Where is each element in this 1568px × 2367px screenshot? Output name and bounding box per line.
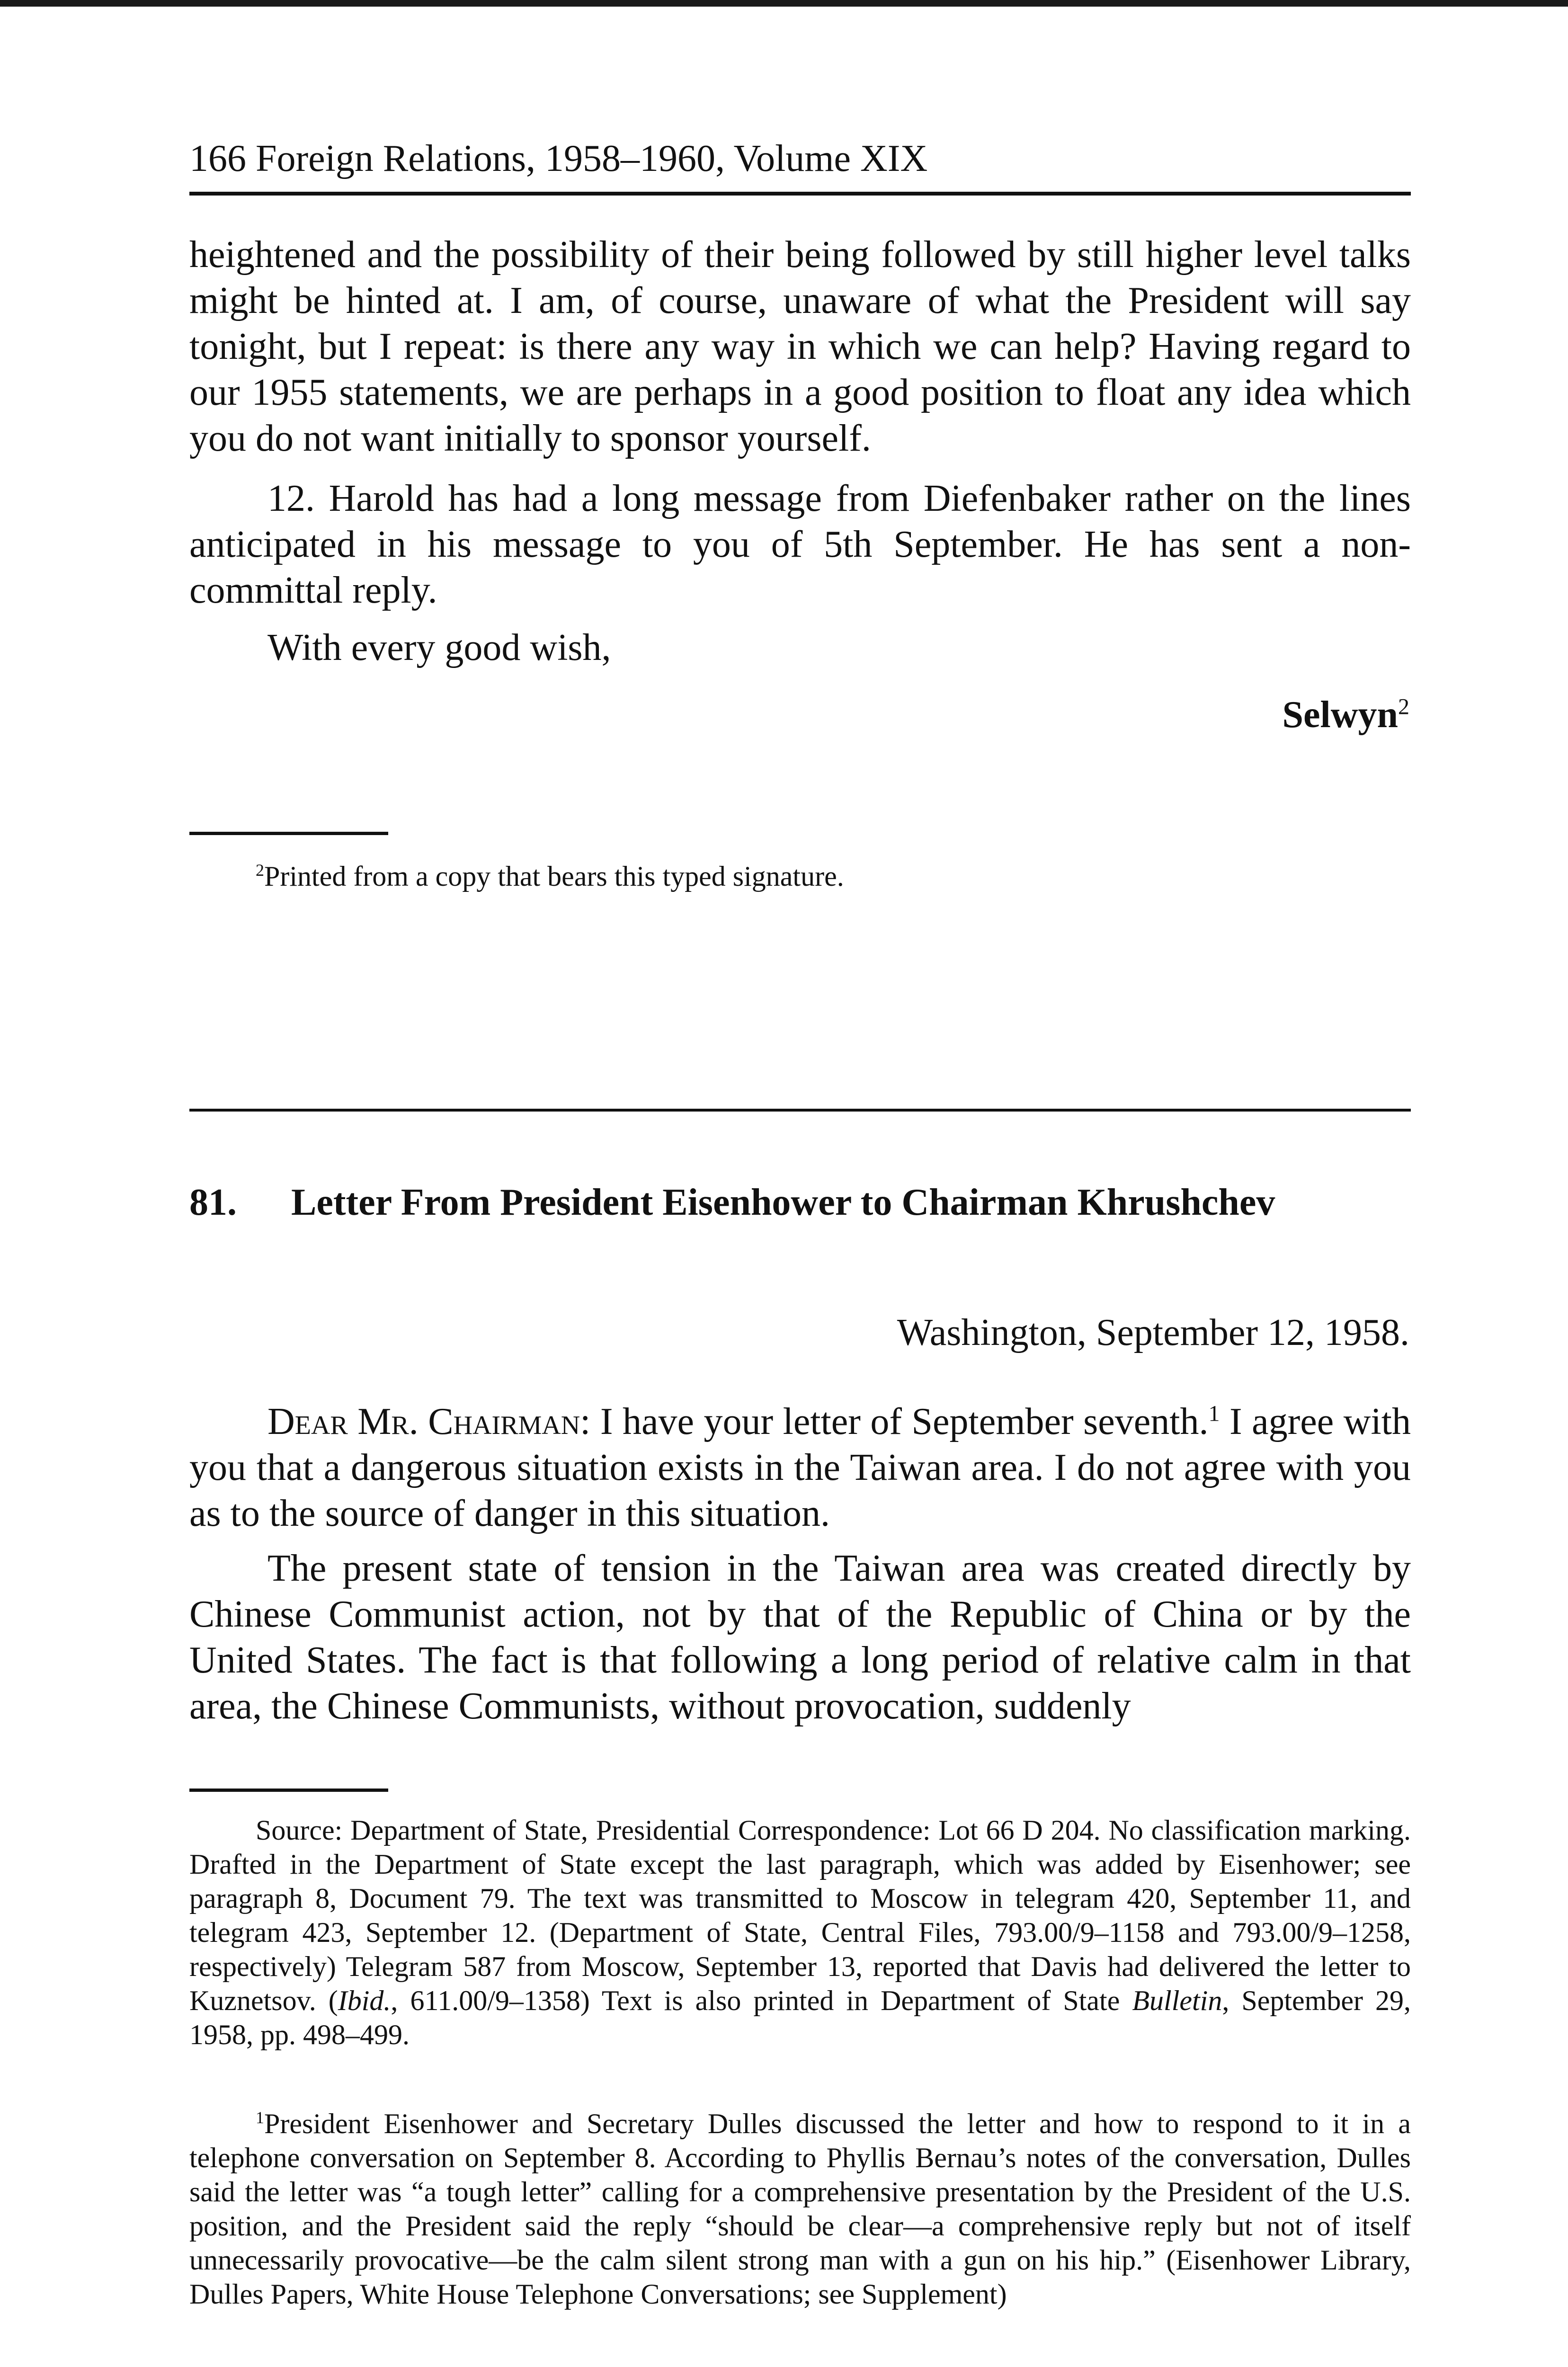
paragraph-12: 12. Harold has had a long message from Diefenbaker rather on the lines anticipated in his message to you of 5th September. He has sent a non-committal reply. (189, 478, 1411, 611)
footnote-1-marker: 1 (256, 2108, 264, 2127)
letter-closing: With every good wish, (267, 627, 611, 668)
letter-paragraph-2: The present state of tension in the Taiwan area was created directly by Chinese Communist action, not by that of the Republic of China or by the United States. The fact is that following a long period of relative calm in that area, the Chinese Communists, without provocation, suddenly (189, 1548, 1411, 1727)
signature-name: Selwyn (1282, 694, 1398, 736)
footnote-2 (189, 859, 1411, 893)
paragraph-1-text-b: I agree with you that a dangerous situation exists in the Taiwan area. I do not agree with you as to the source of danger in this situation. (189, 1401, 1411, 1534)
footnote-1-text: President Eisenhower and Secretary Dulles discussed the letter and how to respond to it in a telephone conversation on September 8. According to Phyllis Bernau’s notes of the conversation, Dulles said the letter was “a tough letter” calling for a comprehensive presentation by the President of the U.S. position, and the President said the reply “should be clear—a comprehensive reply but not of itself unnecessarily provocative—be the calm silent strong man with a gun on his hip.” (Eisenhower Library, Dulles Papers, White House Telephone Conversations; see Supplement) (189, 2108, 1411, 2310)
header-rule (189, 192, 1411, 196)
signature (1283, 691, 1410, 739)
running-head: 166 Foreign Relations, 1958–1960, Volume XIX (189, 138, 928, 179)
paragraph-1-text-a: I have your letter of September seventh. (600, 1401, 1209, 1442)
source-note (189, 1813, 1411, 2052)
page-top-edge (0, 0, 1568, 7)
signature-footnote-ref: 2 (1398, 694, 1409, 720)
footnote-1-ref: 1 (1208, 1401, 1220, 1426)
document-heading (189, 1179, 1411, 1226)
source-note-text-a: Source: Department of State, Presidential Correspondence: Lot 66 D 204. No classification marking. Drafted in the Department of State except the last paragraph, which was added by Eisenhower; see paragraph 8, Document 79. The text was transmitted to Moscow in telegram 420, September 11, and telegram 423, September 12. (Department of State, Central Files, 793.00/9–1158 and 793.00/9–1258, respectively) Telegram 587 from Moscow, September 13, reported that Davis had delivered the letter to Kuznetsov. ( (189, 1815, 1411, 2016)
footnote-rule (189, 832, 388, 835)
document-title: Letter From President Eisenhower to Chairman Khrushchev (291, 1182, 1275, 1223)
footnote-1 (189, 2107, 1411, 2311)
continuation-paragraph: heightened and the possibility of their being followed by still higher level talks might be hinted at. I am, of course, unaware of what the President will say tonight, but I repeat: is there any way in which we can help? Having regard to our 1955 statements, we are perhaps in a good position to float any idea which you do not want initially to sponsor yourself. (189, 234, 1411, 459)
source-note-ibid: Ibid. (338, 1985, 391, 2016)
letter-paragraph-1 (189, 1399, 1411, 1537)
source-note-rule (189, 1789, 388, 1792)
salutation: Dear Mr. Chairman: (267, 1401, 591, 1442)
document-number: 81. (189, 1182, 237, 1223)
section-divider (189, 1109, 1411, 1112)
source-note-text-c: , September 29, 1958, pp. 498–499. (189, 1985, 1411, 2050)
footnote-2-marker: 2 (256, 861, 264, 880)
source-note-text-b: , 611.00/9–1358) Text is also printed in Department of State (391, 1985, 1132, 2016)
source-note-bulletin: Bulletin (1132, 1985, 1222, 2016)
footnote-2-text: Printed from a copy that bears this typed signature. (264, 861, 844, 892)
dateline: Washington, September 12, 1958. (897, 1312, 1409, 1353)
